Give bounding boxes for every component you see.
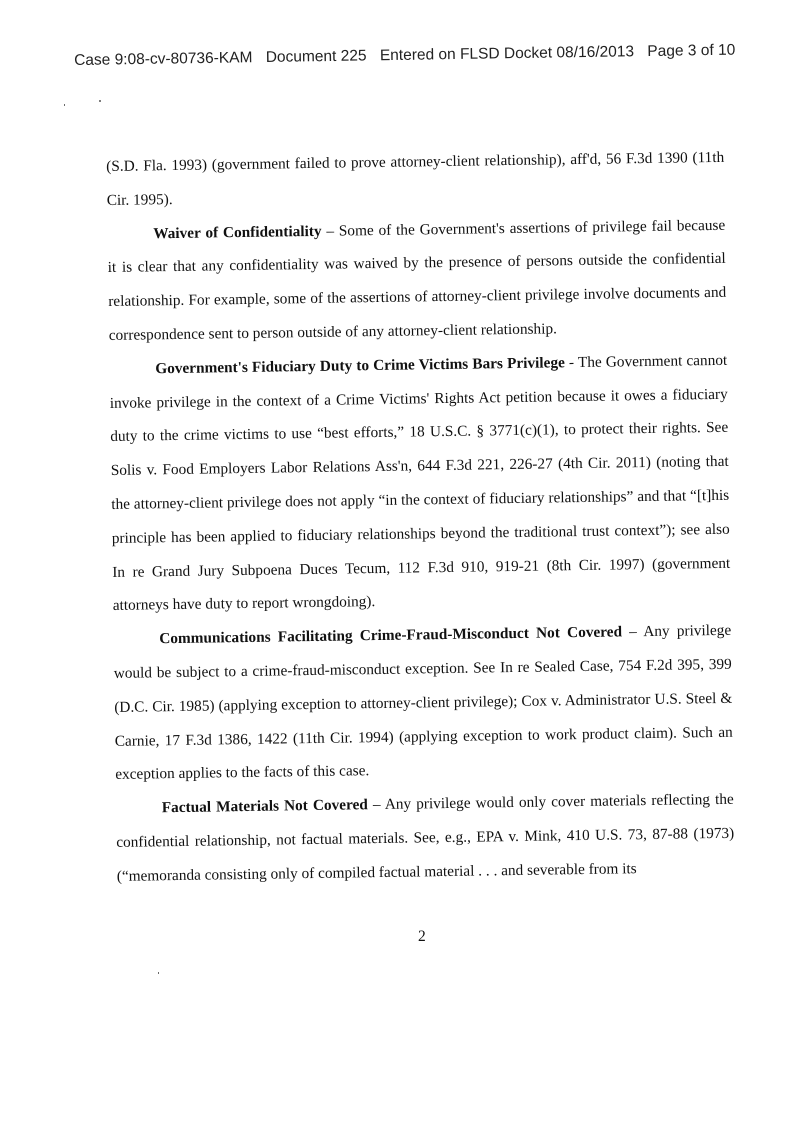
case-number: Case 9:08-cv-80736-KAM <box>74 49 253 69</box>
page-number: 2 <box>418 928 426 945</box>
paragraph-text: – Any privilege would be subject to a crime-fraud-misconduct exception. See In re Sealed Case, 754 F.2d 395, 399 (D.C. Cir. 1985) (applying exception to attorney-client privilege); Cox v. Administrator U.S. Steel & Carnie, 17 F.3d 1386, 1422 (11th Cir. 1994) (applying exception to work product claim). Such an exception applies to the facts of this case. <box>113 621 733 784</box>
docket-header <box>74 42 734 70</box>
paragraph-text: - The Government cannot invoke privilege in the context of a Crime Victims' Rights Act petition because it owes a fiduciary duty to the crime victims to use “best efforts,” 18 U.S.C. § 3771(c)(1), to protect their rights. See Solis v. Food Employers Labor Relations Ass'n, 644 F.3d 221, 226-27 (4th Cir. 2011) (noting that the attorney-client privilege does not apply “in the context of fiduciary relationships” and that “[t]his principle has been applied to fiduciary relationships beyond the traditional trust context”); see also In re Grand Jury Subpoena Duces Tecum, 112 F.3d 910, 919-21 (8th Cir. 1997) (government attorneys have duty to report wrongdoing). <box>109 351 731 615</box>
paragraph-crime-fraud <box>113 614 733 792</box>
paragraph-text: (S.D. Fla. 1993) (government failed to prove attorney-client relationship), aff'd, 56 F.3d 1390 (11th Cir. 1995). <box>106 148 725 209</box>
docket-entry: Entered on FLSD Docket 08/16/2013 <box>379 43 635 65</box>
scan-speck <box>99 100 101 102</box>
scan-speck <box>158 972 159 974</box>
paragraph-continuation <box>106 141 725 218</box>
document-number: Document 225 <box>265 47 367 66</box>
paragraph-heading: Factual Materials Not Covered <box>161 796 368 817</box>
paragraph-factual-materials <box>116 783 735 894</box>
paragraph-text: – Any privilege would only cover materials reflecting the confidential relationship, not factual materials. See, e.g., EPA v. Mink, 410 U.S. 73, 87-88 (1973) (“memoranda consisting only of compiled factual material . . . and severable from its <box>116 790 735 885</box>
paragraph-fiduciary-duty <box>109 344 731 624</box>
document-body <box>106 141 735 894</box>
paragraph-heading: Communications Facilitating Crime-Fraud-Misconduct Not Covered <box>159 623 623 648</box>
page-indicator: Page 3 of 10 <box>647 41 736 60</box>
paragraph-text: – Some of the Government's assertions of privilege fail because it is clear that any confidentiality was waived by the presence of persons outside the confidential relationship. For example, some of the assertions of attorney-client privilege involve documents and correspondence sent to person outside of any attorney-client relationship. <box>107 216 727 344</box>
paragraph-heading: Waiver of Confidentiality <box>153 222 322 242</box>
paragraph-heading: Government's Fiduciary Duty to Crime Victims Bars Privilege <box>155 353 565 378</box>
scan-speck <box>64 104 65 106</box>
paragraph-waiver <box>107 208 727 352</box>
